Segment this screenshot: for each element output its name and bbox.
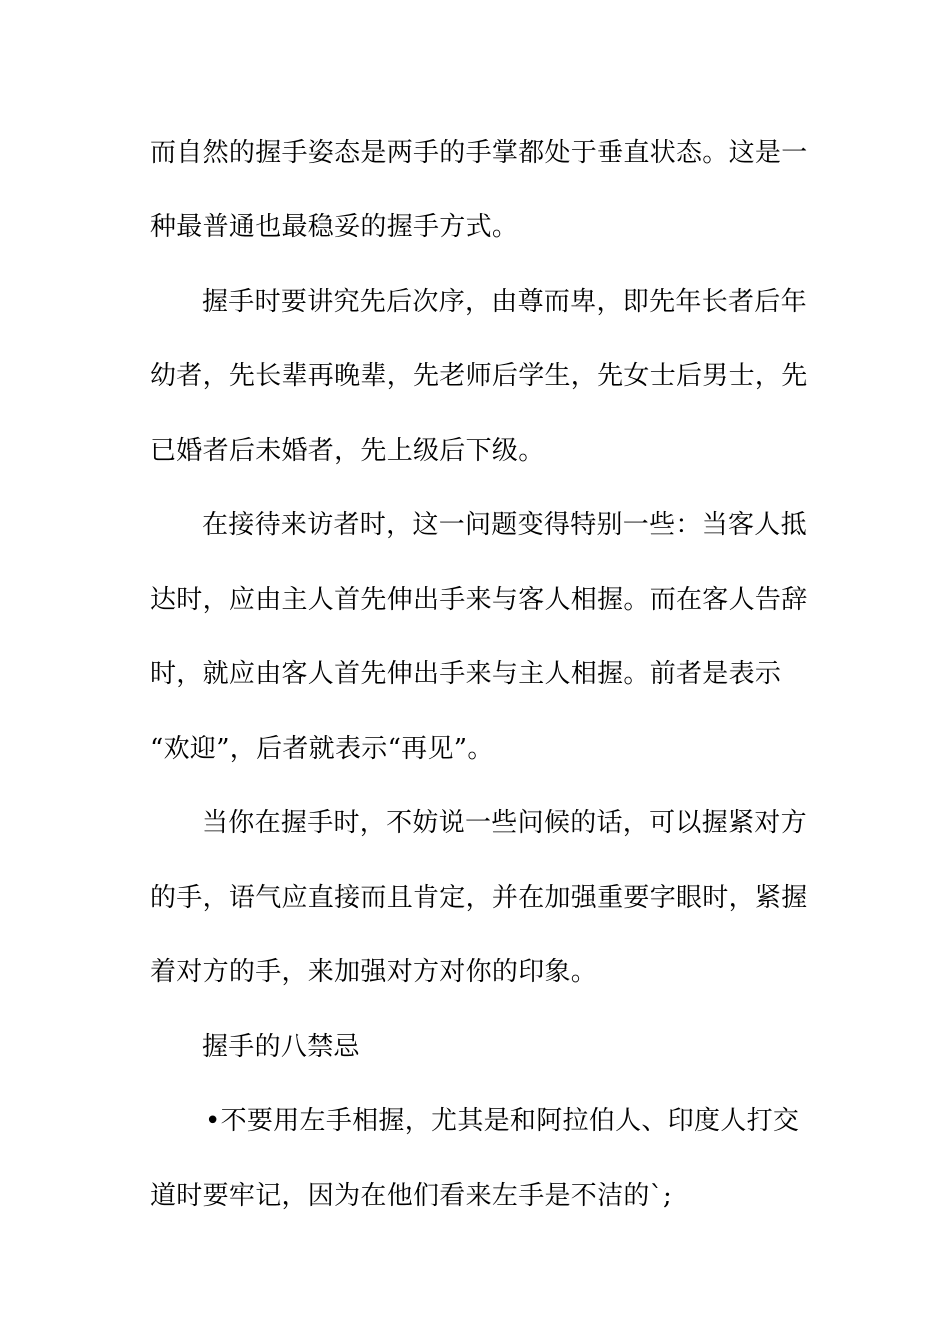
paragraph-line: 道时要牢记，因为在他们看来左手是不洁的`; [150, 1181, 673, 1211]
paragraph-line: 的手，语气应直接而且肯定，并在加强重要字眼时，紧握 [150, 883, 808, 913]
paragraph-line: 幼者，先长辈再晚辈，先老师后学生，先女士后男士，先 [150, 361, 808, 391]
paragraph-line: 种最普通也最稳妥的握手方式。 [150, 212, 519, 242]
paragraph-line: 握手时要讲究先后次序，由尊而卑，即先年长者后年 [202, 287, 807, 317]
paragraph-line: 着对方的手，来加强对方对你的印象。 [150, 957, 598, 987]
paragraph-line: “欢迎”，后者就表示“再见”。 [150, 734, 494, 764]
paragraph-line: 时，就应由客人首先伸出手来与主人相握。前者是表示 [150, 659, 782, 689]
paragraph-line: 在接待来访者时，这一问题变得特别一些：当客人抵 [202, 510, 807, 540]
paragraph-line: 达时，应由主人首先伸出手来与客人相握。而在客人告辞 [150, 585, 808, 615]
paragraph-line: 而自然的握手姿态是两手的手掌都处于垂直状态。这是一 [150, 138, 808, 168]
paragraph-line: 已婚者后未婚者，先上级后下级。 [150, 436, 545, 466]
section-heading: 握手的八禁忌 [202, 1032, 360, 1062]
bullet-item: •不要用左手相握，尤其是和阿拉伯人、印度人打交 [205, 1106, 800, 1136]
paragraph-line: 当你在握手时，不妨说一些问候的话，可以握紧对方 [202, 808, 807, 838]
